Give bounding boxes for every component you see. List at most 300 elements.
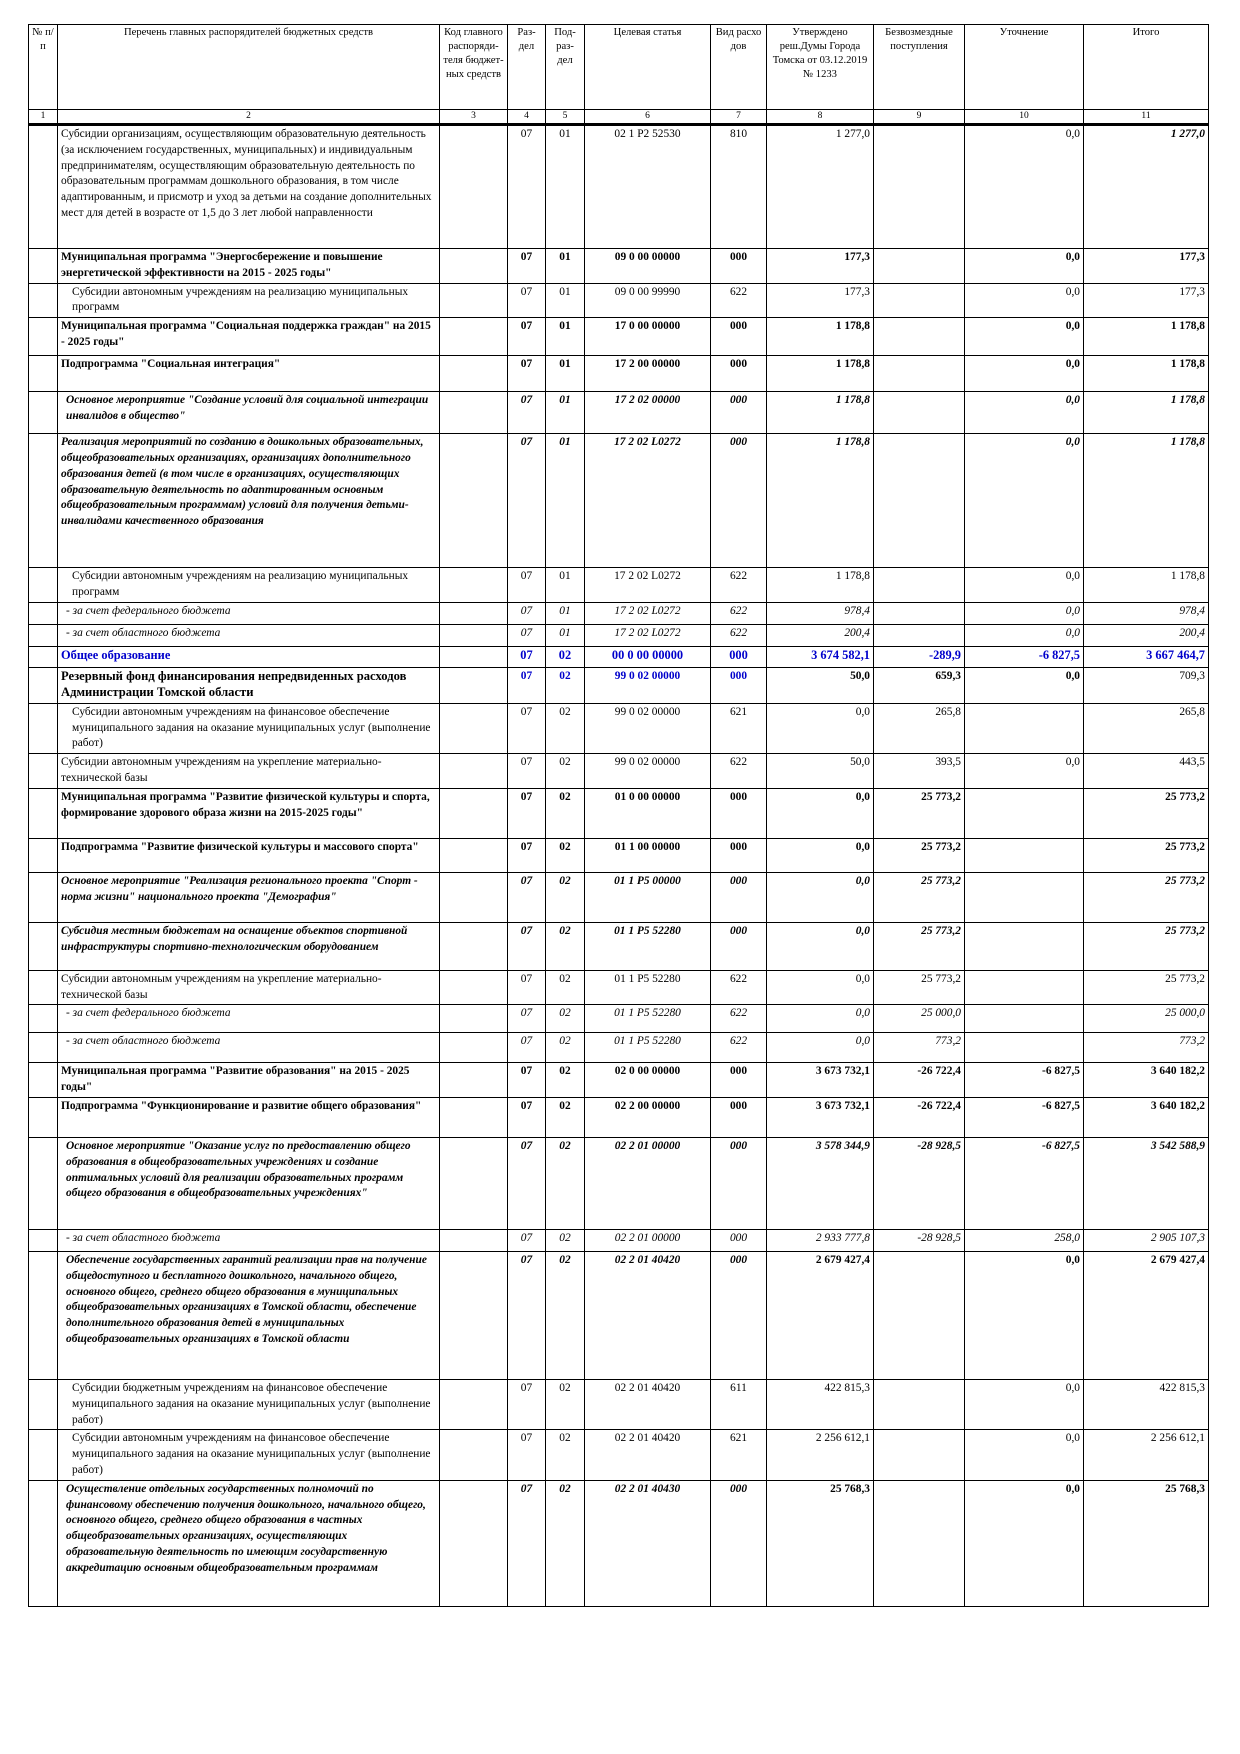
cell-razdel: 07 [508,788,546,838]
cell-podrazdel: 02 [546,754,585,789]
cell-gratuitous [874,1251,965,1379]
cell-refinement: 0,0 [965,754,1084,789]
cell-number [29,1005,58,1033]
cell-refinement: 0,0 [965,125,1084,249]
cell-number [29,970,58,1005]
cell-approved: 0,0 [767,970,874,1005]
cell-number [29,318,58,356]
cell-total: 200,4 [1084,624,1209,646]
cell-code [440,646,508,667]
cell-name: Общее образование [58,646,440,667]
cell-target-article: 02 2 01 40430 [585,1480,711,1606]
cell-gratuitous: -28 928,5 [874,1229,965,1251]
cell-name: Реализация мероприятий по созданию в дошкольных образовательных, общеобразовательных организациях, организациях дополнительного образования детей (в том числе в организациях, осуществляющих образовательную деятельность по адаптированным основным общеобразовательным программам) условий для получения детьми-инвалидами качественного образования [58,434,440,568]
cell-podrazdel: 02 [546,1137,585,1229]
cell-total: 25 000,0 [1084,1005,1209,1033]
cell-expense-type: 000 [711,356,767,392]
cell-number [29,1137,58,1229]
cell-code [440,1005,508,1033]
cell-gratuitous: -289,9 [874,646,965,667]
cell-total: 1 178,8 [1084,392,1209,434]
cell-name: Муниципальная программа "Энергосбережение и повышение энергетической эффективности на 2015 - 2025 годы" [58,249,440,284]
cell-name: Субсидия местным бюджетам на оснащение объектов спортивной инфраструктуры спортивно-технологическим оборудованием [58,922,440,970]
header-col-number: 10 [965,110,1084,125]
cell-target-article: 17 2 02 L0272 [585,568,711,603]
cell-expense-type: 000 [711,788,767,838]
cell-number [29,754,58,789]
cell-total: 3 640 182,2 [1084,1097,1209,1137]
cell-name: Подпрограмма "Развитие физической культуры и массового спорта" [58,838,440,872]
cell-refinement: 0,0 [965,1379,1084,1429]
cell-number [29,602,58,624]
cell-approved: 0,0 [767,1005,874,1033]
cell-podrazdel: 01 [546,434,585,568]
cell-number [29,624,58,646]
cell-number [29,1480,58,1606]
cell-refinement [965,922,1084,970]
table-row [29,872,1209,922]
cell-code [440,1379,508,1429]
cell-code [440,624,508,646]
cell-code [440,1097,508,1137]
cell-expense-type: 621 [711,1430,767,1480]
cell-razdel: 07 [508,434,546,568]
cell-gratuitous: 25 773,2 [874,838,965,872]
cell-total: 25 773,2 [1084,788,1209,838]
cell-target-article: 09 0 00 00000 [585,249,711,284]
table-row [29,1229,1209,1251]
cell-code [440,1063,508,1098]
cell-code [440,703,508,753]
table-row [29,788,1209,838]
cell-number [29,1430,58,1480]
cell-number [29,1063,58,1098]
cell-name: Основное мероприятие "Оказание услуг по предоставлению общего образования в общеобразовательных учреждениях и создание оптимальных условий для реализации образовательных программ общего образования в общеобразовательных учреждениях" [58,1137,440,1229]
header-podrazdel: Под-раз-дел [546,25,585,110]
cell-gratuitous [874,318,965,356]
cell-approved: 2 679 427,4 [767,1251,874,1379]
cell-expense-type: 622 [711,624,767,646]
cell-target-article: 01 1 P5 52280 [585,970,711,1005]
cell-number [29,1229,58,1251]
cell-total: 978,4 [1084,602,1209,624]
cell-code [440,434,508,568]
cell-refinement: 0,0 [965,1430,1084,1480]
cell-code [440,1229,508,1251]
cell-refinement: 0,0 [965,249,1084,284]
cell-podrazdel: 02 [546,1229,585,1251]
cell-expense-type: 000 [711,434,767,568]
cell-expense-type: 622 [711,1033,767,1063]
cell-refinement: 0,0 [965,392,1084,434]
cell-target-article: 02 2 01 40420 [585,1379,711,1429]
header-col-number: 3 [440,110,508,125]
cell-approved: 3 578 344,9 [767,1137,874,1229]
cell-podrazdel: 02 [546,646,585,667]
cell-gratuitous: 25 773,2 [874,788,965,838]
cell-refinement [965,1005,1084,1033]
cell-name: Муниципальная программа "Социальная поддержка граждан" на 2015 - 2025 годы" [58,318,440,356]
cell-razdel: 07 [508,922,546,970]
cell-razdel: 07 [508,125,546,249]
cell-code [440,283,508,318]
cell-refinement: 0,0 [965,667,1084,703]
cell-expense-type: 611 [711,1379,767,1429]
table-row [29,283,1209,318]
table-row [29,1005,1209,1033]
table-row [29,125,1209,249]
table-row [29,1251,1209,1379]
cell-podrazdel: 02 [546,1033,585,1063]
cell-target-article: 02 2 01 00000 [585,1137,711,1229]
cell-total: 443,5 [1084,754,1209,789]
table-row [29,970,1209,1005]
cell-number [29,703,58,753]
cell-code [440,249,508,284]
cell-razdel: 07 [508,667,546,703]
cell-expense-type: 000 [711,1480,767,1606]
cell-name: Субсидии автономным учреждениям на укрепление материально-технической базы [58,970,440,1005]
cell-approved: 1 178,8 [767,392,874,434]
cell-target-article: 02 0 00 00000 [585,1063,711,1098]
cell-approved: 0,0 [767,1033,874,1063]
cell-podrazdel: 02 [546,1005,585,1033]
cell-code [440,1033,508,1063]
table-row [29,356,1209,392]
cell-target-article: 02 2 01 40420 [585,1251,711,1379]
cell-gratuitous: 25 773,2 [874,872,965,922]
cell-total: 709,3 [1084,667,1209,703]
cell-code [440,318,508,356]
cell-target-article: 17 2 02 L0272 [585,434,711,568]
cell-refinement [965,838,1084,872]
cell-total: 25 768,3 [1084,1480,1209,1606]
cell-target-article: 99 0 02 00000 [585,754,711,789]
cell-approved: 2 933 777,8 [767,1229,874,1251]
cell-gratuitous [874,392,965,434]
cell-approved: 0,0 [767,922,874,970]
header-razdel: Раз-дел [508,25,546,110]
cell-expense-type: 622 [711,1005,767,1033]
cell-approved: 177,3 [767,283,874,318]
cell-code [440,125,508,249]
cell-expense-type: 622 [711,568,767,603]
cell-approved: 1 178,8 [767,356,874,392]
cell-name: Подпрограмма "Социальная интеграция" [58,356,440,392]
table-row [29,1379,1209,1429]
header-target-article: Целевая статья [585,25,711,110]
cell-target-article: 02 2 00 00000 [585,1097,711,1137]
cell-podrazdel: 02 [546,838,585,872]
cell-total: 177,3 [1084,283,1209,318]
cell-gratuitous [874,283,965,318]
cell-razdel: 07 [508,1430,546,1480]
cell-approved: 25 768,3 [767,1480,874,1606]
cell-code [440,602,508,624]
cell-total: 1 178,8 [1084,356,1209,392]
cell-number [29,434,58,568]
cell-number [29,1097,58,1137]
cell-total: 773,2 [1084,1033,1209,1063]
cell-expense-type: 000 [711,667,767,703]
cell-expense-type: 000 [711,1251,767,1379]
cell-total: 422 815,3 [1084,1379,1209,1429]
cell-name: Субсидии автономным учреждениям на реализацию муниципальных программ [58,568,440,603]
cell-podrazdel: 02 [546,1063,585,1098]
cell-razdel: 07 [508,838,546,872]
cell-refinement [965,970,1084,1005]
cell-approved: 0,0 [767,788,874,838]
header-col-number: 11 [1084,110,1209,125]
cell-total: 2 256 612,1 [1084,1430,1209,1480]
header-col-number: 6 [585,110,711,125]
cell-name: Муниципальная программа "Развитие физической культуры и спорта, формирование здорового образа жизни на 2015-2025 годы" [58,788,440,838]
cell-gratuitous: 25 773,2 [874,970,965,1005]
cell-refinement: 0,0 [965,283,1084,318]
table-row [29,624,1209,646]
header-name: Перечень главных распорядителей бюджетных средств [58,25,440,110]
cell-total: 177,3 [1084,249,1209,284]
cell-target-article: 17 2 02 00000 [585,392,711,434]
cell-code [440,667,508,703]
cell-razdel: 07 [508,1251,546,1379]
header-numbers-row [29,110,1209,125]
cell-code [440,1430,508,1480]
cell-podrazdel: 02 [546,1480,585,1606]
cell-code [440,1137,508,1229]
cell-expense-type: 000 [711,318,767,356]
cell-refinement: 0,0 [965,1480,1084,1606]
table-row [29,667,1209,703]
cell-gratuitous: -26 722,4 [874,1063,965,1098]
cell-podrazdel: 02 [546,703,585,753]
cell-number [29,646,58,667]
cell-podrazdel: 02 [546,872,585,922]
cell-name: - за счет областного бюджета [58,624,440,646]
cell-name: Субсидии автономным учреждениям на укрепление материально-технической базы [58,754,440,789]
cell-podrazdel: 02 [546,667,585,703]
cell-code [440,754,508,789]
cell-number [29,356,58,392]
table-row [29,1097,1209,1137]
cell-total: 1 178,8 [1084,318,1209,356]
cell-gratuitous [874,568,965,603]
cell-podrazdel: 01 [546,318,585,356]
cell-number [29,922,58,970]
cell-name: - за счет областного бюджета [58,1229,440,1251]
cell-name: Субсидии бюджетным учреждениям на финансовое обеспечение муниципального задания на оказание муниципальных услуг (выполнение работ) [58,1379,440,1429]
cell-gratuitous [874,1379,965,1429]
cell-code [440,1480,508,1606]
cell-razdel: 07 [508,568,546,603]
cell-name: Осуществление отдельных государственных полномочий по финансовому обеспечению получения дошкольного, начального общего, основного общего, среднего общего образования в частных общеобразовательных организациях, осуществляющих образовательную деятельность по имеющим государственную аккредитацию основным общеобразовательным программам [58,1480,440,1606]
cell-gratuitous [874,434,965,568]
header-expense-type: Вид расхо дов [711,25,767,110]
cell-approved: 3 673 732,1 [767,1097,874,1137]
cell-total: 3 640 182,2 [1084,1063,1209,1098]
budget-table-sheet [28,24,1208,1607]
cell-razdel: 07 [508,1229,546,1251]
cell-gratuitous [874,1480,965,1606]
cell-target-article: 17 2 02 L0272 [585,602,711,624]
budget-table [28,24,1209,1607]
table-row [29,1063,1209,1098]
cell-podrazdel: 01 [546,125,585,249]
cell-code [440,838,508,872]
cell-total: 2 679 427,4 [1084,1251,1209,1379]
cell-razdel: 07 [508,1480,546,1606]
cell-approved: 0,0 [767,703,874,753]
cell-razdel: 07 [508,1137,546,1229]
cell-number [29,667,58,703]
cell-approved: 422 815,3 [767,1379,874,1429]
cell-number [29,1251,58,1379]
cell-expense-type: 000 [711,1229,767,1251]
cell-total: 2 905 107,3 [1084,1229,1209,1251]
cell-expense-type: 000 [711,249,767,284]
cell-refinement: -6 827,5 [965,1137,1084,1229]
cell-target-article: 01 0 00 00000 [585,788,711,838]
cell-razdel: 07 [508,646,546,667]
cell-total: 1 178,8 [1084,568,1209,603]
cell-podrazdel: 02 [546,1251,585,1379]
cell-target-article: 00 0 00 00000 [585,646,711,667]
cell-total: 3 667 464,7 [1084,646,1209,667]
cell-refinement: -6 827,5 [965,1097,1084,1137]
cell-approved: 3 673 732,1 [767,1063,874,1098]
header-code: Код главного распоряди-теля бюджет-ных средств [440,25,508,110]
cell-refinement: 0,0 [965,318,1084,356]
cell-gratuitous: 773,2 [874,1033,965,1063]
cell-code [440,788,508,838]
cell-name: Субсидии организациям, осуществляющим образовательную деятельность (за исключением государственных, муниципальных) и индивидуальным предпринимателям, осуществляющим образовательную деятельность по образовательным программам дошкольного образования, в том числе адаптированным, и присмотр и уход за детьми на создание дополнительных мест для детей в возрасте от 1,5 до 3 лет любой направленности [58,125,440,249]
cell-code [440,568,508,603]
cell-razdel: 07 [508,249,546,284]
cell-gratuitous [874,624,965,646]
cell-approved: 50,0 [767,667,874,703]
header-col-number: 8 [767,110,874,125]
cell-approved: 1 178,8 [767,434,874,568]
header-col-number: 4 [508,110,546,125]
cell-name: Резервный фонд финансирования непредвиденных расходов Администрации Томской области [58,667,440,703]
cell-podrazdel: 02 [546,788,585,838]
table-row [29,249,1209,284]
table-row [29,1137,1209,1229]
cell-razdel: 07 [508,392,546,434]
cell-name: - за счет областного бюджета [58,1033,440,1063]
header-gratuitous: Безвозмездные поступления [874,25,965,110]
cell-gratuitous: 659,3 [874,667,965,703]
cell-refinement: 0,0 [965,356,1084,392]
cell-razdel: 07 [508,872,546,922]
header-col-number: 1 [29,110,58,125]
cell-razdel: 07 [508,318,546,356]
header-col-number: 9 [874,110,965,125]
cell-code [440,922,508,970]
table-row [29,392,1209,434]
table-row [29,838,1209,872]
cell-code [440,392,508,434]
cell-razdel: 07 [508,602,546,624]
cell-razdel: 07 [508,754,546,789]
cell-refinement [965,872,1084,922]
cell-target-article: 02 1 P2 52530 [585,125,711,249]
cell-podrazdel: 01 [546,283,585,318]
cell-name: Подпрограмма "Функционирование и развитие общего образования" [58,1097,440,1137]
cell-target-article: 01 1 P5 00000 [585,872,711,922]
cell-razdel: 07 [508,356,546,392]
cell-expense-type: 000 [711,872,767,922]
cell-razdel: 07 [508,1063,546,1098]
cell-expense-type: 622 [711,602,767,624]
cell-approved: 50,0 [767,754,874,789]
cell-gratuitous [874,125,965,249]
cell-refinement: 0,0 [965,602,1084,624]
cell-approved: 200,4 [767,624,874,646]
table-row [29,646,1209,667]
cell-refinement: 0,0 [965,624,1084,646]
header-number: № п/п [29,25,58,110]
cell-code [440,1251,508,1379]
header-col-number: 7 [711,110,767,125]
cell-target-article: 02 2 01 40420 [585,1430,711,1480]
cell-number [29,125,58,249]
cell-name: Субсидии автономным учреждениям на финансовое обеспечение муниципального задания на оказание муниципальных услуг (выполнение работ) [58,703,440,753]
cell-podrazdel: 01 [546,624,585,646]
cell-expense-type: 000 [711,392,767,434]
cell-expense-type: 810 [711,125,767,249]
table-row [29,434,1209,568]
cell-approved: 0,0 [767,872,874,922]
cell-refinement [965,1033,1084,1063]
cell-approved: 1 178,8 [767,568,874,603]
cell-razdel: 07 [508,624,546,646]
cell-approved: 3 674 582,1 [767,646,874,667]
cell-razdel: 07 [508,970,546,1005]
cell-refinement [965,703,1084,753]
cell-razdel: 07 [508,1097,546,1137]
cell-target-article: 17 2 00 00000 [585,356,711,392]
cell-total: 25 773,2 [1084,970,1209,1005]
cell-total: 25 773,2 [1084,838,1209,872]
cell-name: - за счет федерального бюджета [58,602,440,624]
cell-name: - за счет федерального бюджета [58,1005,440,1033]
cell-expense-type: 622 [711,754,767,789]
cell-code [440,872,508,922]
cell-podrazdel: 02 [546,1097,585,1137]
cell-total: 265,8 [1084,703,1209,753]
cell-code [440,356,508,392]
cell-number [29,283,58,318]
cell-name: Обеспечение государственных гарантий реализации прав на получение общедоступного и бесплатного дошкольного, начального общего, основного общего, среднего общего образования в муниципальных общеобразовательных организациях в Томской области, обеспечение дополнительного образования детей в муниципальных общеобразовательных организациях в Томской области [58,1251,440,1379]
cell-podrazdel: 01 [546,602,585,624]
cell-name: Субсидии автономным учреждениям на реализацию муниципальных программ [58,283,440,318]
cell-gratuitous: 393,5 [874,754,965,789]
table-row [29,1480,1209,1606]
table-row [29,318,1209,356]
cell-razdel: 07 [508,283,546,318]
cell-number [29,1379,58,1429]
cell-target-article: 99 0 02 00000 [585,667,711,703]
table-row [29,568,1209,603]
cell-podrazdel: 01 [546,356,585,392]
cell-podrazdel: 01 [546,568,585,603]
cell-refinement: 258,0 [965,1229,1084,1251]
cell-target-article: 09 0 00 99990 [585,283,711,318]
table-row [29,754,1209,789]
cell-gratuitous [874,356,965,392]
cell-approved: 1 178,8 [767,318,874,356]
